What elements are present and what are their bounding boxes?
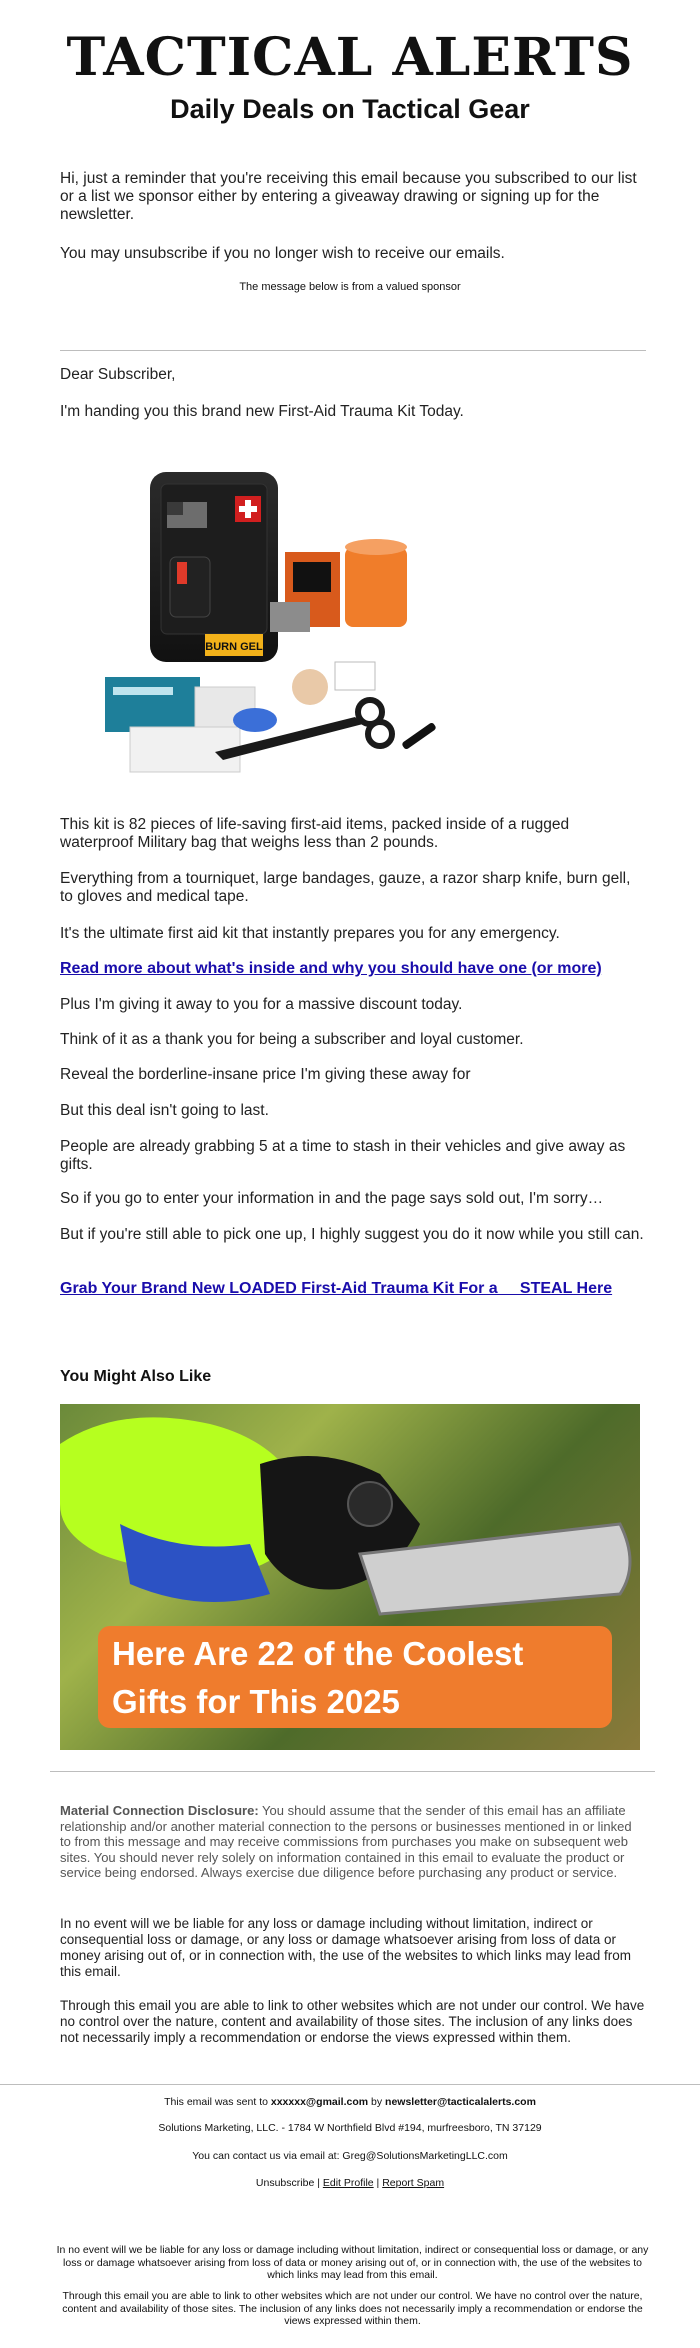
cross-horizontal [239,506,257,512]
related-heading: You Might Also Like [60,1368,212,1385]
letter-p5: Plus I'm giving it away to you for a massive discount today. [60,996,463,1013]
letter-p6: Think of it as a thank you for being a subscriber and loyal customer. [60,1031,524,1048]
separator: | [373,2177,383,2189]
contact-line: You can contact us via email at: Greg@SolutionsMarketingLLC.com [192,2150,508,2162]
divider [0,2084,700,2085]
sent-by: by [368,2096,386,2108]
unsubscribe-link[interactable]: Unsubscribe [255,2177,315,2189]
ad-caption [98,1626,612,1728]
tourniquet-tab [177,562,187,584]
recipient-email: xxxxxx@gmail.com [270,2096,369,2108]
ad-image[interactable] [60,1404,640,1750]
report-spam-link[interactable]: Report Spam [382,2177,445,2189]
letter-p1: I'm handing you this brand new First-Aid Trauma Kit Today. [60,403,464,420]
sender-email: newsletter@tacticalalerts.com [385,2096,536,2108]
ad-caption-line2: Gifts for This 2025 [112,1683,400,1720]
letter-p4: It's the ultimate first aid kit that instantly prepares you for any emergency. [60,925,560,942]
letter-p11: But if you're still able to pick one up, I highly suggest you do it now while you still can. [60,1226,644,1243]
unsubscribe-note: You may unsubscribe if you no longer wish to receive our emails. [60,245,505,262]
sponsor-note: The message below is from a valued sponsor [239,281,461,293]
letter-p9: People are already grabbing 5 at a time to stash in their vehicles and give away as gifts. [60,1138,626,1173]
footer-links [0,2177,700,2190]
separator: | [314,2177,323,2189]
letter-p10: So if you go to enter your information in and the page says sold out, I'm sorry… [60,1190,604,1207]
divider [50,1771,655,1772]
small-box [270,602,310,632]
knife [401,722,437,750]
flag-stars [167,502,183,515]
greeting: Dear Subscriber, [60,366,176,383]
divider [60,350,646,351]
disclosure-label: Material Connection Disclosure: [60,1803,259,1818]
logo-subtitle: Daily Deals on Tactical Gear [170,94,530,124]
letter-p8: But this deal isn't going to last. [60,1102,269,1119]
shears-handle-2 [368,722,392,746]
bandage-box [105,677,200,732]
links-note-small: Through this email you are able to link to other websites which are not under our control. We have no control over the nature, content and availability of those sites. The inclusion of any links does not necessarily imply a recommendation or endorse the views expressed within them. [62,2290,643,2327]
tape-top [345,539,407,555]
read-more-link[interactable]: Read more about what's inside and why you should have one (or more) [60,960,602,977]
tourniquet [170,557,210,617]
letter-p2: This kit is 82 pieces of life-saving first-aid items, packed inside of a rugged waterproof Military bag that weighs less than 2 pounds. [60,816,570,851]
reminder-text: Hi, just a reminder that you're receiving this email because you subscribed to our list or a list we sponsor either by entering a giveaway drawing or signing up for the newsletter. [60,170,637,223]
letter-p3: Everything from a tourniquet, large bandages, gauze, a razor sharp knife, burn gell, to gloves and medical tape. [60,870,631,905]
bandage-label [113,687,173,695]
disclosure-body: You should assume that the sender of this email has an affiliate relationship and/or another material connection to the persons or businesses mentioned in or linked to from this message and may receive commissions from purchases you make on subsequent web sites. You should never rely solely on information contained in this email to evaluate the product or service being endorsed. Always exercise due diligence before purchasing any product or service. [60,1803,632,1880]
chainsaw-logo [348,1482,392,1526]
burn-gel-label: BURN GEL [205,641,263,653]
tape-roll [345,547,407,627]
links-note-text: Through this email you are able to link to other websites which are not under our control. We have no control over the nature, content and availability of those sites. The inclusion of any links does not necessarily imply a recommendation or endorse the views expressed within them. [60,1998,645,2045]
trauma-kit-image [95,462,475,792]
liability-small: In no event will we be liable for any loss or damage including without limitation, indirect or consequential loss or damage, or any loss or damage whatsoever arising from loss of data or money arising out of, or in connection with, the use of the websites to which links may lead from this email. [56,2244,649,2281]
orange-box-label [293,562,331,592]
cpr-mask [233,708,277,732]
letter-p7: Reveal the borderline-insane price I'm giving these away for [60,1066,471,1083]
liability-text: In no event will we be liable for any loss or damage including without limitation, indirect or consequential loss or damage, or any loss or damage whatsoever arising from loss of data or money arising out of, or in connection with, the use of the websites to which links may lead from this email. [60,1916,632,1979]
sent-to-line [0,2096,700,2109]
address-line: Solutions Marketing, LLC. - 1784 W Northfield Blvd #194, murfreesboro, TN 37129 [158,2122,542,2134]
edit-profile-link[interactable]: Edit Profile [322,2177,374,2189]
pill-pack [335,662,375,690]
gauze-pack [130,727,240,772]
disclosure-text [60,1803,640,1881]
bandage-roll [292,669,328,705]
sent-prefix: This email was sent to [164,2096,271,2108]
logo-title: TACTICAL ALERTS [66,27,634,88]
grab-kit-link[interactable]: Grab Your Brand New LOADED First-Aid Trauma Kit For a STEAL Here [60,1280,613,1297]
ad-caption-line1: Here Are 22 of the Coolest [112,1635,524,1672]
